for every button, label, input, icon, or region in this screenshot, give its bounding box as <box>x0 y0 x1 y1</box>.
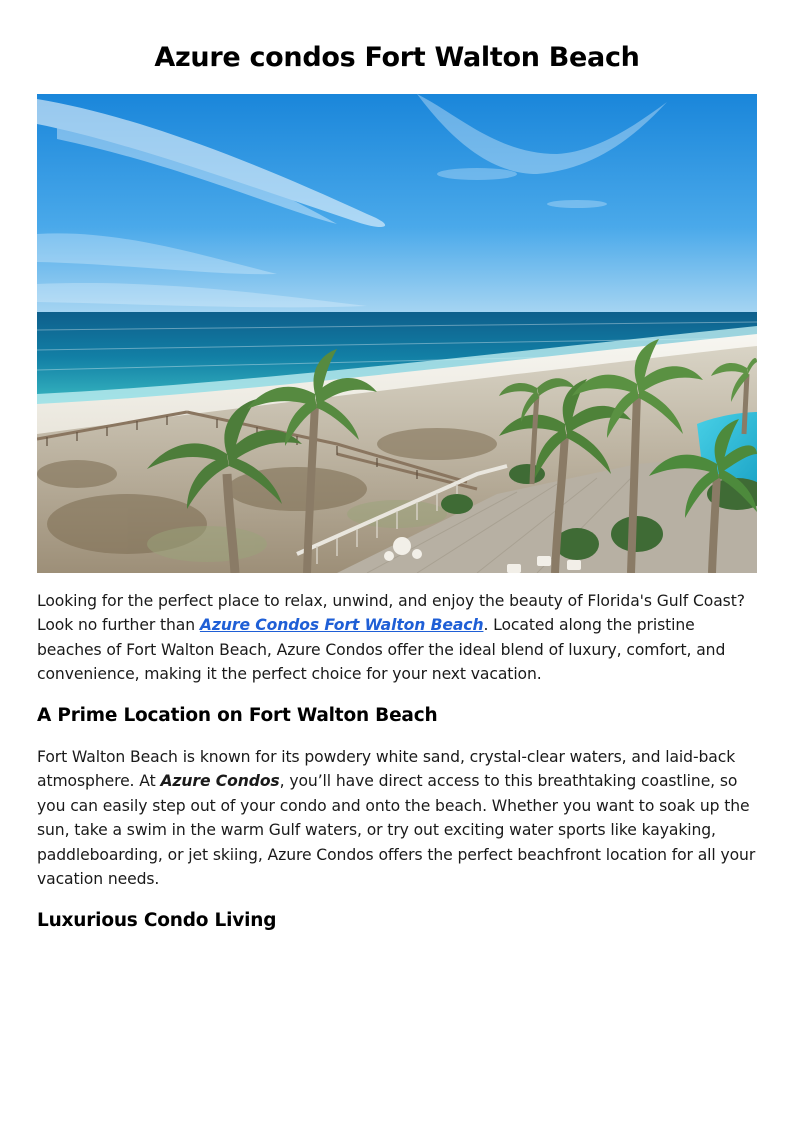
section-heading-condo-living: Luxurious Condo Living <box>37 910 277 931</box>
intro-paragraph <box>37 589 759 687</box>
prime-location-paragraph <box>37 745 759 891</box>
azure-condos-link[interactable]: Azure Condos Fort Walton Beach <box>199 616 484 635</box>
intro-text-before-link: Looking for the perfect place to relax, unwind, and enjoy the beauty of Florida's Gulf Coast? Look no further than <box>37 592 745 635</box>
hero-image <box>37 94 757 573</box>
azure-condos-emphasis: Azure Condos <box>160 772 280 791</box>
page-title: Azure condos Fort Walton Beach <box>154 42 640 73</box>
beach-photo-icon <box>37 94 757 573</box>
section1-text-after-emph: , you’ll have direct access to this breathtaking coastline, so you can easily step out of your condo and onto the beach. Whether you want to soak up the sun, take a swim in the warm Gulf waters, or try out exciting water sports like kayaking, paddleboarding, or jet skiing, Azure Condos offers the perfect beachfront location for all your vacation needs. <box>37 772 756 889</box>
intro-text-after-link: . Located along the pristine beaches of Fort Walton Beach, Azure Condos offer the ideal blend of luxury, comfort, and convenience, making it the perfect choice for your next vacation. <box>37 616 726 684</box>
section-heading-prime-location: A Prime Location on Fort Walton Beach <box>37 705 438 726</box>
section1-text-before-emph: Fort Walton Beach is known for its powdery white sand, crystal-clear waters, and laid-back atmosphere. At <box>37 748 736 791</box>
